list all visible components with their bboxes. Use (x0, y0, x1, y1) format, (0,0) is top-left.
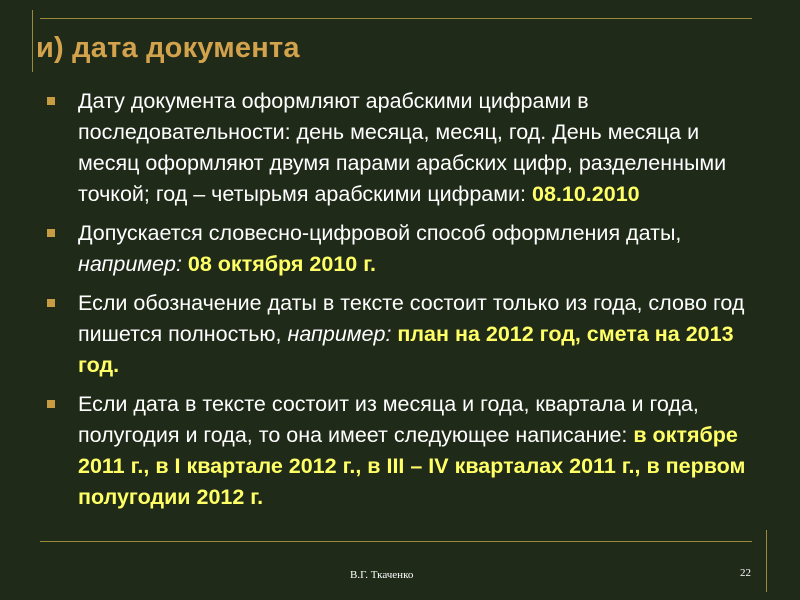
bullet-text: Допускается словесно-цифровой способ оформления даты, (78, 221, 682, 245)
bullet-item-date-format (46, 86, 766, 210)
example-label: например: (287, 322, 392, 346)
square-bullet-icon (47, 400, 55, 408)
square-bullet-icon (47, 229, 55, 237)
example-highlight: 08 октября 2010 г. (187, 252, 376, 276)
bullet-text: Если дата в тексте состоит из месяца и года, квартала и года, полугодия и года, то она имеет следующее написание: (78, 392, 699, 447)
bullet-item-month-quarter (46, 389, 766, 513)
bullet-text: Если обозначение даты в тексте состоит только из года, слово год пишется полностью, (78, 291, 745, 346)
square-bullet-icon (47, 299, 55, 307)
left-accent-line (32, 10, 33, 72)
bullet-list (46, 86, 766, 521)
slide-page-number: 22 (740, 567, 751, 579)
example-label: например: (78, 252, 182, 276)
example-highlight: план на 2012 год, смета на 2013 год. (78, 322, 734, 377)
bullet-item-year-only (46, 288, 766, 381)
square-bullet-icon (47, 97, 55, 105)
top-divider-line (40, 18, 752, 19)
example-highlight: в октябре 2011 г., в I квартале 2012 г., в III – IV кварталах 2011 г., в первом полугодии 2012 г. (78, 423, 746, 509)
bullet-text: Дату документа оформляют арабскими цифрами в последовательности: день месяца, месяц, год. День месяца и месяц оформляют двумя парами арабских цифр, разделенными точкой; год – четырьмя арабскими цифрами: (78, 89, 727, 206)
bullet-item-verbal-numeric (46, 218, 766, 280)
bottom-divider-line (40, 541, 752, 542)
footer-author: В.Г. Ткаченко (350, 569, 414, 581)
example-highlight: 08.10.2010 (532, 182, 640, 206)
slide-title: и) дата документа (36, 32, 300, 64)
right-accent-line (766, 530, 767, 592)
